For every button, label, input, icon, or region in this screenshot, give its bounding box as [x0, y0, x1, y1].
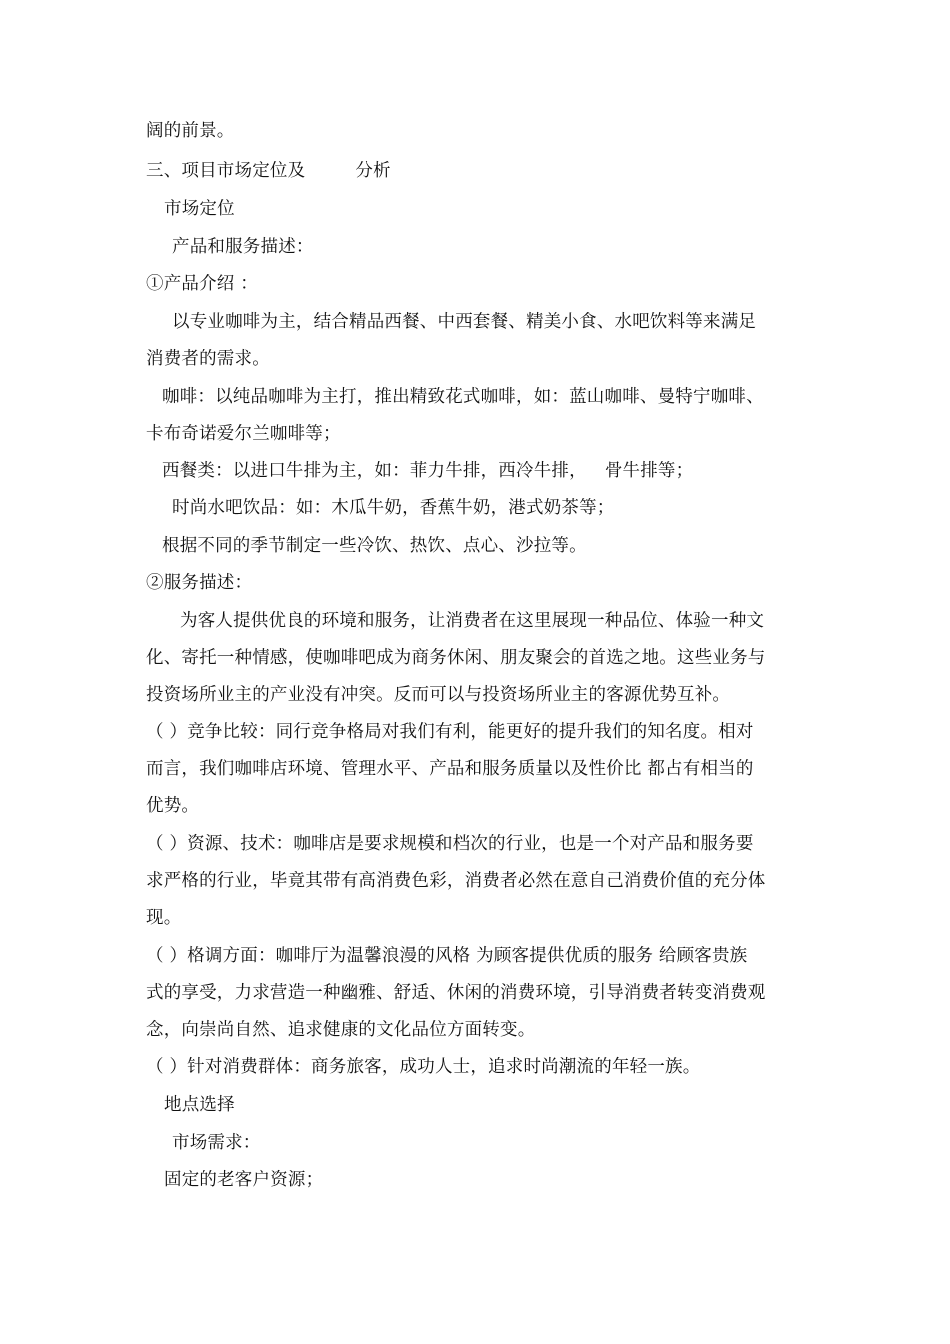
subheading: 产品和服务描述： [172, 237, 314, 257]
paragraph-line: （ ）针对消费群体：商务旅客，成功人士，追求时尚潮流的年轻一族。 [146, 1057, 701, 1077]
paragraph-line: （ ）格调方面：咖啡厅为温馨浪漫的风格 为顾客提供优质的服务 给顾客贵族 [146, 946, 748, 966]
paragraph-line [162, 460, 693, 482]
subheading: 地点选择 [164, 1095, 235, 1115]
section-heading-part: 分析 [355, 161, 391, 181]
paragraph-line: 为客人提供优良的环境和服务，让消费者在这里展现一种品位、体验一种文 [180, 611, 765, 631]
paragraph-line: 以专业咖啡为主，结合精品西餐、中西套餐、精美小食、水吧饮料等来满足 [172, 312, 757, 332]
paragraph-part: 骨牛排等； [604, 461, 694, 481]
paragraph-line: 卡布奇诺爱尔兰咖啡等； [146, 424, 341, 444]
paragraph-line: 固定的老客户资源； [164, 1170, 324, 1190]
paragraph-line: 念，向崇尚自然、追求健康的文化品位方面转变。 [146, 1020, 536, 1040]
paragraph-part: 西餐类：以进口牛排为主，如：菲力牛排，西冷牛排， [162, 461, 587, 481]
paragraph-line: 根据不同的季节制定一些冷饮、热饮、点心、沙拉等。 [162, 536, 587, 556]
paragraph-line: （ ）资源、技术：咖啡店是要求规模和档次的行业，也是一个对产品和服务要 [146, 834, 754, 854]
list-heading: ②服务描述： [146, 573, 253, 593]
paragraph-line: 式的享受，力求营造一种幽雅、舒适、休闲的消费环境，引导消费者转变消费观 [146, 983, 766, 1003]
section-heading-part: 三、项目市场定位及 [146, 161, 306, 181]
list-heading: ①产品介绍 ： [146, 274, 258, 294]
paragraph-line: 消费者的需求。 [146, 349, 270, 369]
paragraph-line: （ ）竞争比较：同行竞争格局对我们有利，能更好的提升我们的知名度。相对 [146, 722, 754, 742]
paragraph-line: 现。 [146, 908, 182, 928]
paragraph-line: 投资场所业主的产业没有冲突。反而可以与投资场所业主的客源优势互补。 [146, 685, 731, 705]
text-line: 阔的前景。 [146, 121, 235, 141]
paragraph-line: 而言，我们咖啡店环境、管理水平、产品和服务质量以及性价比 都占有相当的 [146, 759, 754, 779]
paragraph-line: 化、寄托一种情感，使咖啡吧成为商务休闲、朋友聚会的首选之地。这些业务与 [146, 648, 766, 668]
paragraph-line: 优势。 [146, 796, 200, 816]
paragraph-line: 时尚水吧饮品：如：木瓜牛奶，香蕉牛奶，港式奶茶等； [172, 498, 615, 518]
section-heading [146, 160, 391, 182]
paragraph-line: 求严格的行业，毕竟其带有高消费色彩，消费者必然在意自己消费价值的充分体 [146, 871, 766, 891]
subheading: 市场定位 [164, 199, 235, 219]
subheading: 市场需求： [172, 1133, 261, 1153]
paragraph-line: 咖啡：以纯品咖啡为主打，推出精致花式咖啡，如：蓝山咖啡、曼特宁咖啡、 [162, 387, 764, 407]
